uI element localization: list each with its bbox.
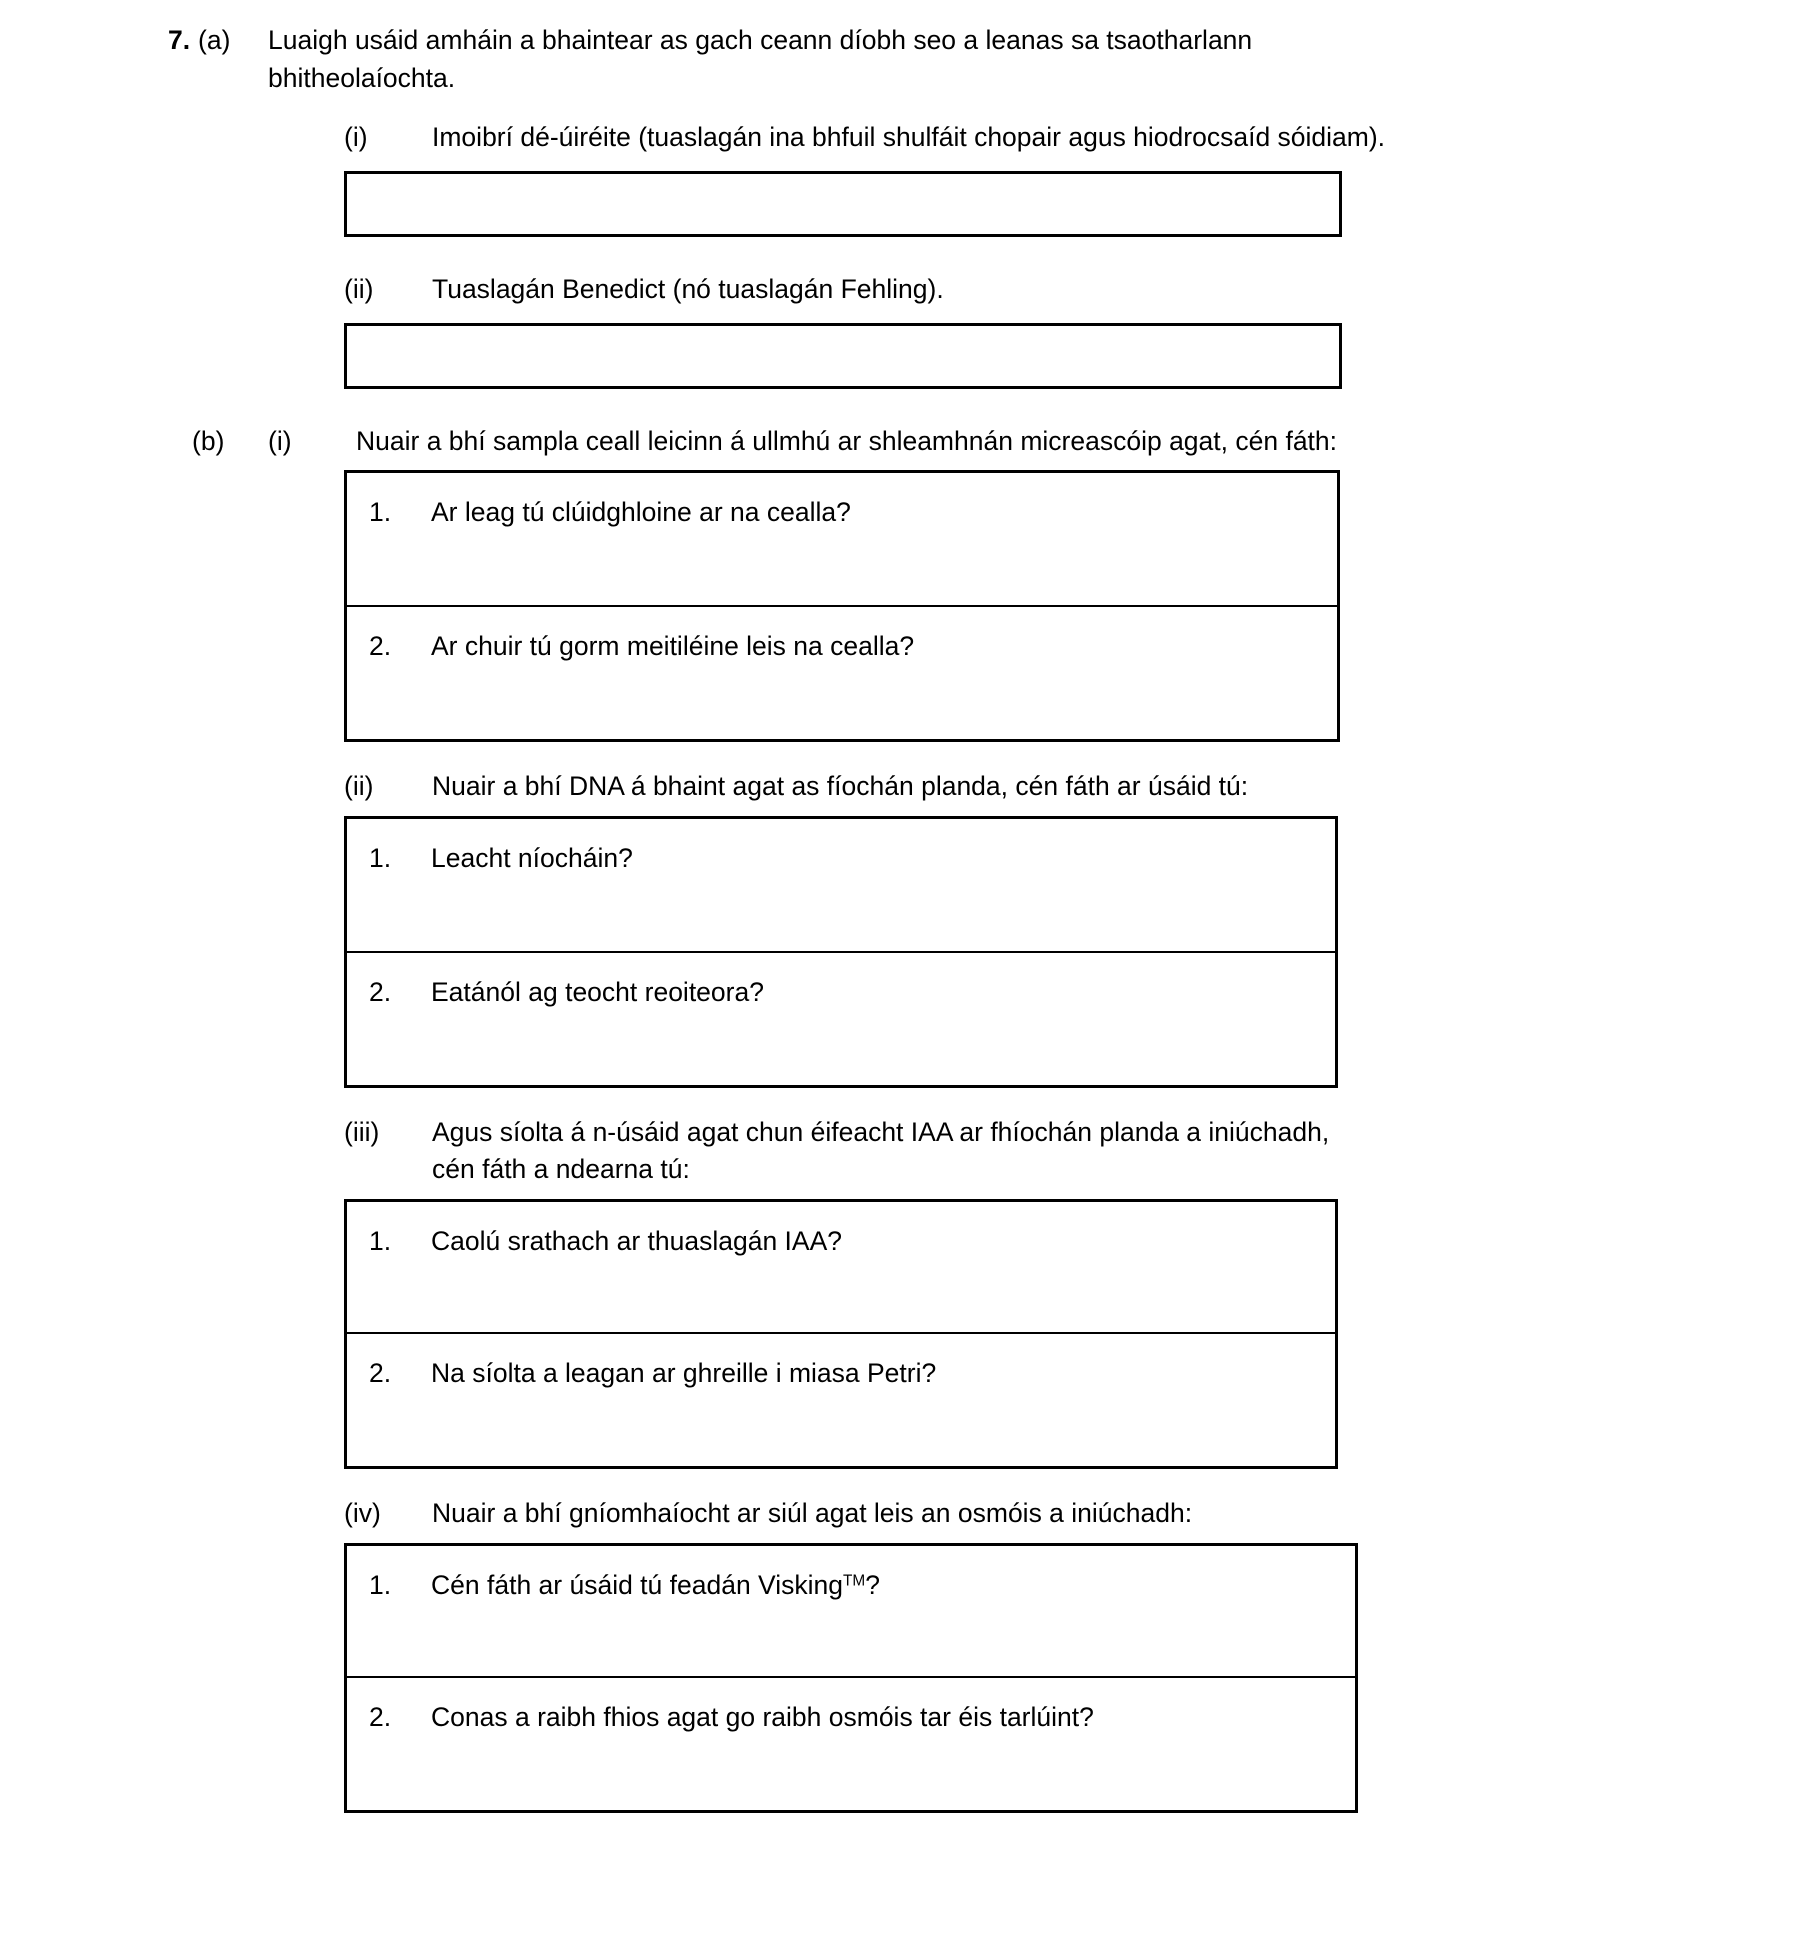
answer-row-b-iii-2[interactable] [347, 1332, 1335, 1466]
part-a-item-i-text: Imoibrí dé-úiréite (tuaslagán ina bhfuil shulfáit chopair agus hiodrocsaíd sóidiam). [432, 122, 1386, 153]
part-b-item-iii-text-line-2: cén fáth a ndearna tú: [432, 1154, 690, 1185]
answer-row-b-iv-1-label-main: Cén fáth ar úsáid tú feadán Visking [431, 1569, 844, 1600]
part-b-item-iii-text-line-1: Agus síolta á n-úsáid agat chun éifeacht IAA ar fhíochán planda a iniúchadh, [432, 1116, 1330, 1147]
trademark-symbol: TM [843, 1572, 866, 1590]
answer-row-b-i-2[interactable] [347, 605, 1337, 739]
answer-row-b-iv-1-label-suffix: ? [865, 1569, 880, 1600]
answer-row-b-iv-1-label [431, 1568, 1355, 1602]
answer-box-group-b-ii [344, 816, 1338, 1088]
part-a-item-i [0, 119, 1818, 157]
part-b-item-i-label: (i) [268, 425, 292, 456]
answer-row-b-i-1[interactable] [347, 473, 1337, 605]
part-a-item-ii-label: (ii) [344, 273, 374, 304]
answer-row-b-iii-2-number: 2. [369, 1358, 392, 1388]
part-b-item-iv-text: Nuair a bhí gníomhaíocht ar siúl agat leis an osmóis a iniúchadh: [432, 1498, 1193, 1528]
answer-row-b-ii-2-number: 2. [369, 976, 392, 1007]
part-b-item-iv [0, 1495, 1818, 1533]
answer-row-b-ii-1-number: 1. [369, 842, 392, 873]
part-a-stem [268, 22, 1818, 97]
answer-row-b-i-1-label: Ar leag tú clúidghloine ar na cealla? [431, 497, 851, 528]
part-a-stem-line-1: Luaigh usáid amháin a bhaintear as gach ceann díobh seo a leanas sa tsaotharlann [268, 25, 1253, 55]
part-b-item-i-text: Nuair a bhí sampla ceall leicinn á ullmhú ar shleamhnán micreascóip agat, cén fáth: [356, 425, 1338, 456]
answer-box-a-ii[interactable] [344, 323, 1342, 389]
answer-row-b-iv-1[interactable] [347, 1546, 1355, 1676]
answer-row-b-i-2-number: 2. [369, 631, 392, 662]
answer-row-b-i-1-number: 1. [369, 497, 392, 528]
question-7-part-b [0, 423, 1818, 461]
answer-box-a-i[interactable] [344, 171, 1342, 237]
answer-box-group-b-iv [344, 1543, 1358, 1813]
answer-row-b-ii-1-label: Leacht níocháin? [431, 842, 633, 873]
question-7-part-a [0, 22, 1818, 97]
answer-box-group-b-i [344, 470, 1340, 742]
part-a-item-ii [0, 271, 1818, 309]
part-a-item-ii-text: Tuaslagán Benedict (nó tuaslagán Fehling). [432, 273, 944, 304]
part-b-item-ii-text: Nuair a bhí DNA á bhaint agat as fíochán planda, cén fáth ar úsáid tú: [432, 771, 1249, 802]
answer-row-b-iv-2-number: 2. [369, 1701, 392, 1732]
answer-box-group-b-iii [344, 1199, 1338, 1469]
answer-row-b-ii-1[interactable] [347, 819, 1335, 951]
answer-row-b-iii-1-number: 1. [369, 1226, 392, 1256]
part-letter-a: (a) [198, 25, 231, 55]
question-number: 7. [168, 25, 191, 55]
part-letter-b: (b) [192, 425, 225, 456]
answer-row-b-iii-1-label: Caolú srathach ar thuaslagán IAA? [431, 1226, 843, 1256]
answer-row-b-iv-2-label: Conas a raibh fhios agat go raibh osmóis tar éis tarlúint? [431, 1701, 1094, 1732]
part-a-item-i-label: (i) [344, 122, 368, 153]
part-b-item-iii-label: (iii) [344, 1116, 380, 1147]
part-b-item-ii [0, 768, 1818, 806]
part-b-item-iv-label: (iv) [344, 1498, 381, 1528]
answer-row-b-ii-2-label: Eatánól ag teocht reoiteora? [431, 976, 764, 1007]
answer-row-b-ii-2[interactable] [347, 951, 1335, 1085]
part-b-item-iii [0, 1114, 1818, 1189]
answer-row-b-iv-1-number: 1. [369, 1569, 392, 1600]
answer-row-b-iii-2-label: Na síolta a leagan ar ghreille i miasa Petri? [431, 1358, 937, 1388]
part-b-item-ii-label: (ii) [344, 771, 374, 802]
answer-row-b-iii-1[interactable] [347, 1202, 1335, 1332]
answer-row-b-i-2-label: Ar chuir tú gorm meitiléine leis na cealla? [431, 631, 915, 662]
answer-row-b-iv-2[interactable] [347, 1676, 1355, 1810]
part-b-item-iii-text [432, 1114, 1818, 1189]
part-a-stem-line-2: bhitheolaíochta. [268, 62, 456, 93]
